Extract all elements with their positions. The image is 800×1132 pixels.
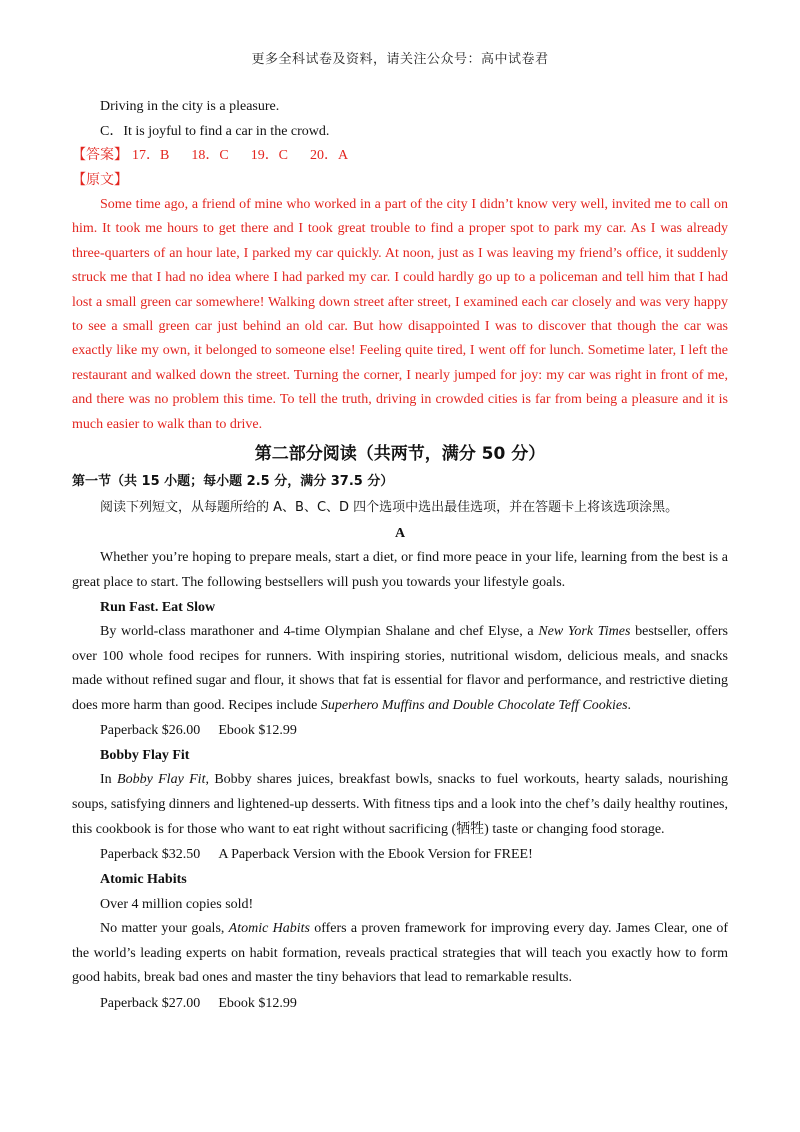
- book-desc-italic: Superhero Muffins and Double Chocolate Teff Cookies: [320, 697, 628, 713]
- ebook-offer: A Paperback Version with the Ebook Version for FREE!: [218, 847, 533, 863]
- book-price-line: [72, 718, 728, 743]
- book-desc-text: offers a proven framework for improving every day. James Clear, one of the world’s leading experts on habit formation, reveals practical strategies that will teach you exactly how to form good habits, break bad ones and master the tiny behaviors that lead to remarkable results.: [72, 921, 728, 986]
- book-desc-italic: New York Times: [538, 624, 631, 640]
- book-title: Atomic Habits: [100, 872, 187, 888]
- book-title: Run Fast. Eat Slow: [100, 600, 216, 616]
- paperback-price: Paperback $27.00: [100, 996, 201, 1011]
- book-title: Bobby Flay Fit: [100, 748, 190, 764]
- book-description: [72, 917, 728, 991]
- answer-line: [72, 144, 728, 169]
- book-description: [72, 768, 728, 842]
- book-price-line: [72, 842, 728, 867]
- answer-item: 20．A: [310, 148, 349, 163]
- book-tagline: Over 4 million copies sold!: [100, 897, 254, 913]
- book-desc-italic: Bobby Flay Fit: [117, 772, 206, 788]
- reading-instructions: 阅读下列短文，从每题所给的 A、B、C、D 四个选项中选出最佳选项，并在答题卡上将该选项涂黑。: [100, 500, 679, 516]
- paperback-price: Paperback $26.00: [100, 723, 201, 739]
- answer-item: 18．C: [191, 148, 229, 163]
- ebook-price: Ebook $12.99: [218, 723, 297, 739]
- paperback-price: Paperback $32.50: [100, 847, 201, 863]
- ebook-price: Ebook $12.99: [218, 996, 297, 1011]
- page-header: 更多全科试卷及资料，请关注公众号：高中试卷君: [251, 52, 549, 67]
- book-desc-text: .: [627, 697, 632, 713]
- book-desc-text: , Bobby shares juices, breakfast bowls, snacks to fuel workouts, hearty salads, nourishing soups, satisfying dinners and lightened-up desserts. With fitness tips and a look into the chef’s daily healthy routines, this cookbook is for those who want to eat right without sacrificing (牺牲) taste or changing food storage.: [72, 772, 728, 837]
- answer-item: 19．C: [250, 148, 289, 163]
- book-desc-text: No matter your goals,: [100, 921, 229, 937]
- book-desc-text: By world-class marathoner and 4-time Olympian Shalane and chef Elyse, a: [100, 624, 539, 640]
- part-two-title: 第二部分阅读（共两节，满分 50 分）: [254, 444, 546, 465]
- passage-label: A: [394, 526, 406, 542]
- answer-item: 17．B: [132, 148, 170, 163]
- answer-label: 【答案】: [72, 148, 128, 163]
- book-desc-italic: Atomic Habits: [228, 921, 310, 937]
- book-price-line: [72, 991, 728, 1016]
- passage-intro: Whether you’re hoping to prepare meals, start a diet, or find more peace in your life, learning from the best is a great place to start. The following bestsellers will push you towards your lifestyle goals.: [72, 550, 728, 590]
- book-description: [72, 620, 728, 718]
- option-b-continuation: Driving in the city is a pleasure.: [100, 99, 280, 114]
- option-c: C．It is joyful to find a car in the crowd.: [100, 124, 330, 139]
- transcript-text: Some time ago, a friend of mine who worked in a part of the city I didn’t know very well, invited me to call on him. It took me hours to get there and I took great trouble to find a proper spot to park my car. As I was already three-quarters of an hour late, I parked my car quickly. At noon, just as I was leaving my friend’s office, it suddenly struck me that I had no idea where I had parked my car. I could hardly go up to a policeman and tell him that I had lost a small green car somewhere! Walking down street after street, I examined each car closely and was very happy to see a small green car just behind an old car. But how disappointed I was to discover that though the car was exactly like my own, it belonged to someone else! Feeling quite tired, I went off for lunch. Sometime later, I left the restaurant and walked down the street. Turning the corner, I nearly jumped for joy: my car was right in front of me, and there was no problem this time. To tell the truth, driving in crowded cities is far from being a pleasure and it is much easier to walk than to drive.: [72, 197, 728, 432]
- transcript-label: 【原文】: [72, 172, 128, 188]
- book-desc-text: In: [100, 772, 118, 788]
- book-desc-text: bestseller, offers over 100 whole food recipes for runners. With inspiring stories, nutritional wisdom, delicious meals, and snacks made without refined sugar and flour, it shows that fat is essential for flavor and performance, and restrictive dieting does more harm than good. Recipes include: [72, 624, 728, 713]
- document-body: [72, 94, 728, 1016]
- section-one-title: 第一节（共 15 小题；每小题 2.5 分，满分 37.5 分）: [72, 474, 394, 490]
